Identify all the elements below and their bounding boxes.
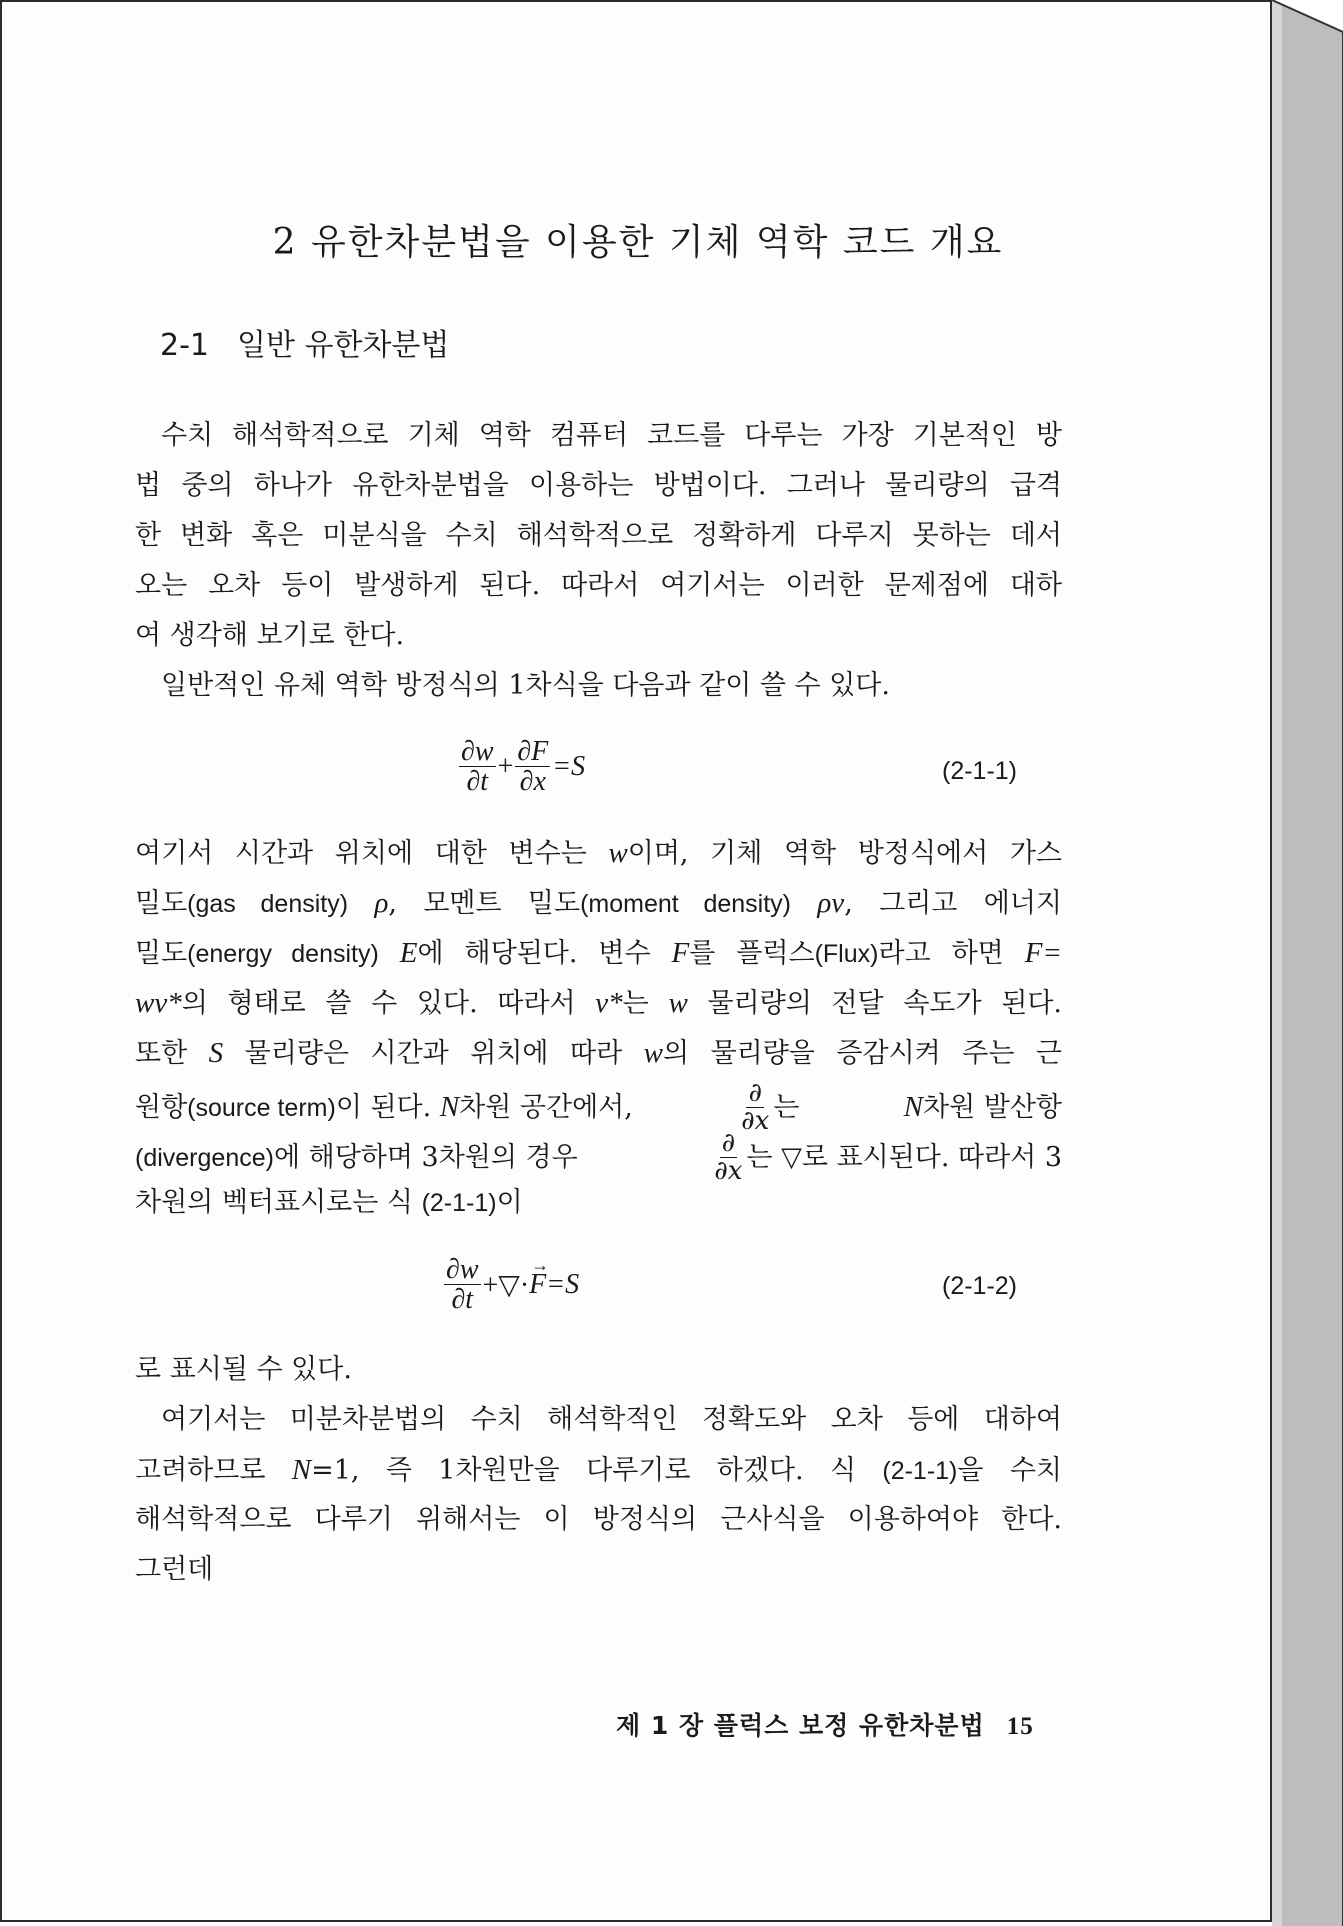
paragraph-line: 오는 오차 등이 발생하게 된다. 따라서 여기서는 이러한 문제점에 대하: [135, 570, 1062, 601]
equation-label: (2-1-1): [942, 757, 1018, 785]
plus-sign: +: [497, 750, 514, 782]
fraction-dF-dx: [515, 737, 550, 797]
page-footer: [616, 1706, 1034, 1742]
numerator: ∂F: [517, 736, 549, 767]
paragraph-line: 여기서 시간과 위치에 대한 변수는 w이며, 기체 역학 방정식에서 가스: [135, 837, 1062, 869]
nabla-dot: +▽·: [482, 1269, 530, 1301]
section-title: 일반 유한차분법: [237, 328, 450, 363]
equation-rhs: =S: [552, 750, 586, 782]
paragraph-line: 여 생각해 보기로 한다.: [135, 620, 405, 651]
section-heading: [160, 320, 449, 364]
page-number: 15: [1006, 1713, 1034, 1740]
paragraph-line: 해석학적으로 다루기 위해서는 이 방정식의 근사식을 이용하여야 한다.: [135, 1504, 1062, 1535]
fraction-dw-dt: [459, 737, 496, 797]
paragraph-line: wv*의 형태로 쓸 수 있다. 따라서 v*는 w 물리량의 전달 속도가 된다.: [135, 987, 1062, 1019]
paragraph-line: 또한 S 물리량은 시간과 위치에 따라 w의 물리량을 증감시켜 주는 근: [135, 1037, 1062, 1069]
equation-label: (2-1-2): [942, 1272, 1018, 1300]
equation-2-1-1: [457, 737, 585, 797]
paragraph-line: 차원의 벡터표시로는 식 (2-1-1)이: [135, 1187, 523, 1218]
vector-F: F →: [529, 1254, 550, 1300]
paragraph-line: 원항(source term)이 된다. N차원 공간에서, $\frac{\partial}{\partial x}$ 는 N차원 발산항: [135, 1078, 1062, 1137]
fraction-d-dx: $\frac{\partial}{\partial x}$: [714, 1128, 743, 1187]
paragraph-line: 일반적인 유체 역학 방정식의 1차식을 다음과 같이 쓸 수 있다.: [161, 670, 890, 701]
fraction-dw-dt: [444, 1255, 481, 1315]
paragraph-line: 여기서는 미분차분법의 수치 해석학적인 정확도와 오차 등에 대하여: [161, 1404, 1062, 1435]
denominator: ∂t: [451, 1284, 474, 1316]
paragraph-line: 한 변화 혹은 미분식을 수치 해석학적으로 정확하게 다루지 못하는 데서: [135, 520, 1062, 551]
paragraph-line: 법 중의 하나가 유한차분법을 이용하는 방법이다. 그러나 물리량의 급격: [135, 470, 1062, 501]
paragraph-line: (divergence)에 해당하며 3차원의 경우 $\frac{\partial}{\partial x}$ 는 ▽로 표시된다. 따라서 3: [135, 1128, 1062, 1187]
numerator: ∂w: [446, 1254, 479, 1285]
paragraph-line: 밀도(energy density) E에 해당된다. 변수 F를 플럭스(Flux)라고 하면 F=: [135, 937, 1063, 969]
vector-arrow-icon: →: [531, 1254, 550, 1275]
paragraph-line: 밀도(gas density) ρ, 모멘트 밀도(moment density) ρv, 그리고 에너지: [135, 887, 1062, 919]
chapter-title: 2 유한차분법을 이용한 기체 역학 코드 개요: [272, 222, 1004, 263]
numerator: ∂w: [461, 736, 494, 767]
paragraph-line: 수치 해석학적으로 기체 역학 컴퓨터 코드를 다루는 가장 기본적인 방: [161, 420, 1062, 451]
fraction-d-dx: $\frac{\partial}{\partial x}$: [741, 1078, 770, 1137]
equation-rhs: =S: [546, 1268, 580, 1300]
denominator: ∂t: [466, 766, 489, 798]
page-edge-shadow: [1272, 0, 1343, 1926]
denominator: ∂x: [519, 766, 546, 798]
equation-2-1-2: [442, 1255, 579, 1315]
section-number: 2-1: [160, 328, 209, 363]
paragraph-line: 그런데: [135, 1554, 214, 1585]
paragraph-line: 고려하므로 N=1, 즉 1차원만을 다루기로 하겠다. 식 (2-1-1)을 수치: [135, 1454, 1062, 1486]
running-footer-title: 제 1 장 플럭스 보정 유한차분법: [616, 1711, 985, 1740]
paragraph-line: 로 표시될 수 있다.: [135, 1354, 352, 1385]
